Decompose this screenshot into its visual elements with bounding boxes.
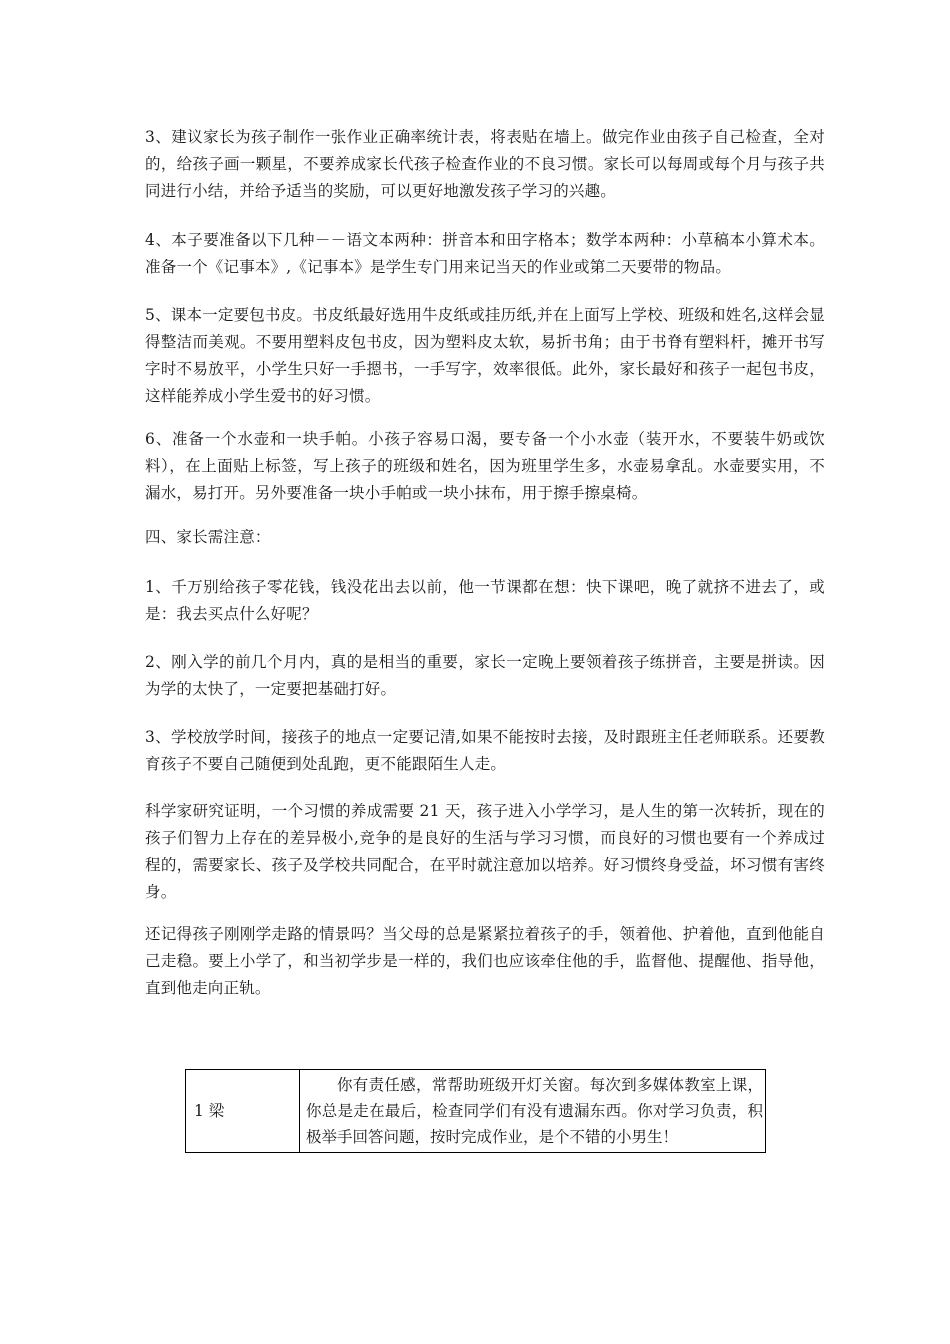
paragraph-book-covers: 5、课本一定要包书皮。书皮纸最好选用牛皮纸或挂历纸,并在上面写上学校、班级和姓名,这样会显得整洁而美观。不要用塑料皮包书皮，因为塑料皮太软，易折书角；由于书脊有塑料杆，摊开书写字时不易放平，小学生只好一手摁书，一手写字，效率很低。此外，家长最好和孩子一起包书皮，这样能养成小学生爱书的好习惯。 <box>145 306 825 405</box>
paragraph-habits-research: 科学家研究证明，一个习惯的养成需要 21 天，孩子进入小学学习，是人生的第一次转折，现在的孩子们智力上存在的差异极小,竞争的是良好的生活与学习习惯，而良好的习惯也要有一个养成过程的，需要家长、孩子及学校共同配合，在平时就注意加以培养。好习惯终身受益，坏习惯有害终身。 <box>145 802 825 901</box>
student-name-cell: 1 梁 <box>186 1070 300 1153</box>
paragraph-notebooks: 4、本子要准备以下几种－－语文本两种：拼音本和田字格本；数学本两种：小草稿本小算术本。准备一个《记事本》,《记事本》是学生专门用来记当天的作业或第二天要带的物品。 <box>145 231 825 276</box>
table-row <box>186 1070 766 1153</box>
section-heading-parent-notes: 四、家长需注意： <box>145 528 271 546</box>
teacher-comment-cell: 你有责任感，常帮助班级开灯关窗。每次到多媒体教室上课，你总是走在最后，检查同学们有没有遗漏东西。你对学习负责，积极举手回答问题，按时完成作业，是个不错的小男生！ <box>300 1070 766 1153</box>
paragraph-pocket-money: 1、千万别给孩子零花钱，钱没花出去以前，他一节课都在想：快下课吧，晚了就挤不进去了，或是：我去买点什么好呢？ <box>145 578 825 623</box>
paragraph-learning-to-walk: 还记得孩子刚刚学走路的情景吗？当父母的总是紧紧拉着孩子的手，领着他、护着他，直到他能自己走稳。要上小学了，和当初学步是一样的，我们也应该牵住他的手，监督他、提醒他、指导他，直到他走向正轨。 <box>145 925 825 997</box>
paragraph-pickup: 3、学校放学时间，接孩子的地点一定要记清,如果不能按时去接，及时跟班主任老师联系。还要教育孩子不要自己随便到处乱跑，更不能跟陌生人走。 <box>145 728 825 773</box>
paragraph-water-bottle: 6、准备一个水壶和一块手帕。小孩子容易口渴，要专备一个小水壶（装开水，不要装牛奶或饮料），在上面贴上标签，写上孩子的班级和姓名，因为班里学生多，水壶易拿乱。水壶要实用，不漏水，易打开。另外要准备一块小手帕或一块小抹布，用于擦手擦桌椅。 <box>145 430 825 502</box>
paragraph-homework-chart: 3、建议家长为孩子制作一张作业正确率统计表，将表贴在墙上。做完作业由孩子自己检查，全对的，给孩子画一颗星，不要养成家长代孩子检查作业的不良习惯。家长可以每周或每个月与孩子共同进行小结，并给予适当的奖励，可以更好地激发孩子学习的兴趣。 <box>145 128 825 200</box>
student-evaluation-table <box>185 1069 766 1153</box>
paragraph-first-months: 2、刚入学的前几个月内，真的是相当的重要，家长一定晚上要领着孩子练拼音，主要是拼读。因为学的太快了，一定要把基础打好。 <box>145 653 825 698</box>
